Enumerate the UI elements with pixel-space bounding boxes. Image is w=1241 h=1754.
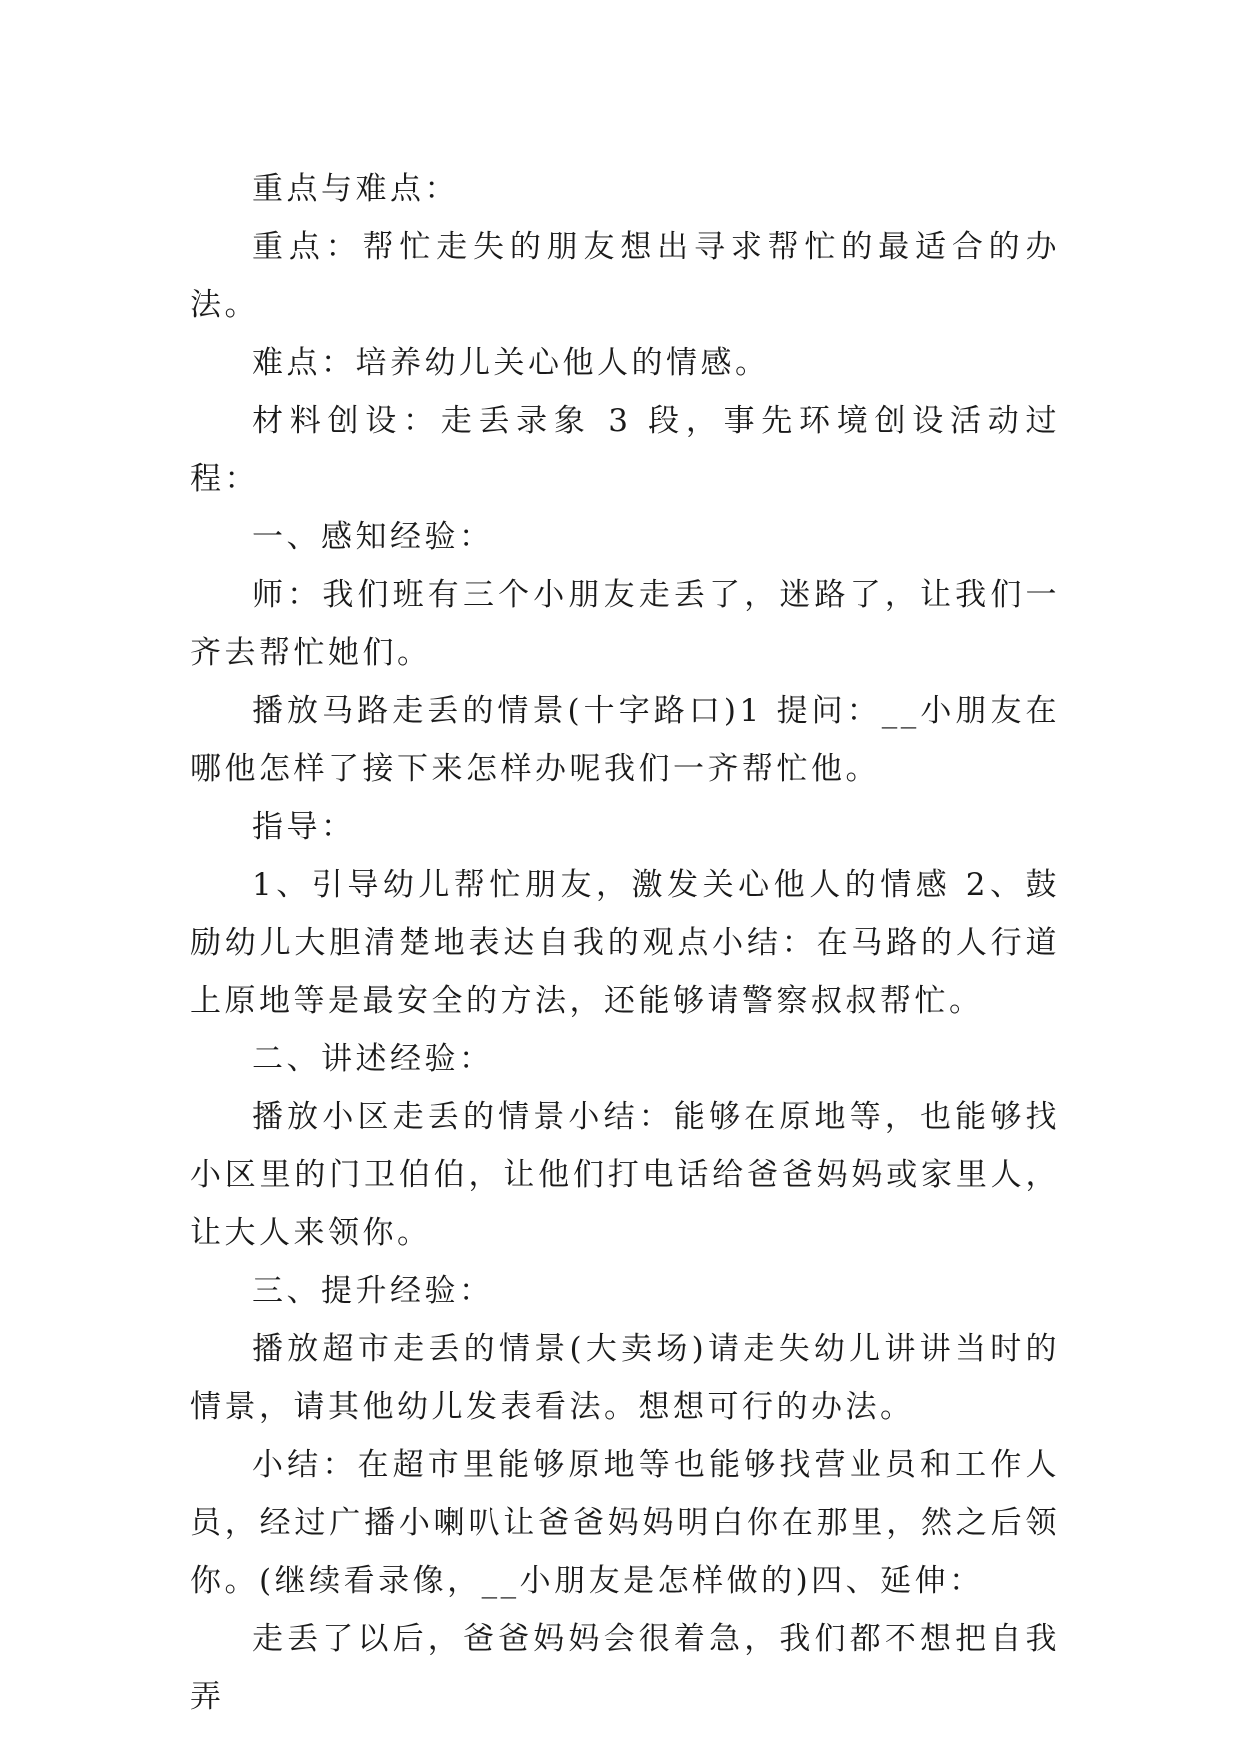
paragraph-supermarket-summary: 小结：在超市里能够原地等也能够找营业员和工作人员，经过广播小喇叭让爸爸妈妈明白你在那里，然之后领你。(继续看录像，__小朋友是怎样做的)四、延伸：	[190, 1447, 1060, 1599]
heading-section-two: 二、讲述经验：	[252, 1041, 494, 1077]
paragraph-teacher-intro: 师：我们班有三个小朋友走丢了，迷路了，让我们一齐去帮忙她们。	[190, 577, 1060, 671]
heading-guidance: 指导：	[252, 809, 356, 845]
paragraph-guidance-points: 1、引导幼儿帮忙朋友，激发关心他人的情感 2、鼓励幼儿大胆清楚地表达自我的观点小结：在马路的人行道上原地等是最安全的方法，还能够请警察叔叔帮忙。	[190, 867, 1060, 1019]
paragraph-extension: 走丢了以后，爸爸妈妈会很着急，我们都不想把自我弄	[190, 1621, 1060, 1715]
heading-section-one: 一、感知经验：	[252, 519, 494, 555]
paragraph-community-scene: 播放小区走丢的情景小结：能够在原地等，也能够找小区里的门卫伯伯，让他们打电话给爸爸妈妈或家里人，让大人来领你。	[190, 1099, 1060, 1251]
paragraph-materials: 材料创设：走丢录象 3 段，事先环境创设活动过程：	[190, 403, 1060, 497]
heading-key-points: 重点与难点：	[252, 171, 459, 207]
paragraph-difficulty: 难点：培养幼儿关心他人的情感。	[252, 345, 770, 381]
document-page	[190, 160, 1060, 1726]
heading-section-three: 三、提升经验：	[252, 1273, 494, 1309]
paragraph-road-scene: 播放马路走丢的情景(十字路口)1 提问：__小朋友在哪他怎样了接下来怎样办呢我们一齐帮忙他。	[190, 693, 1060, 787]
paragraph-focus: 重点：帮忙走失的朋友想出寻求帮忙的最适合的办法。	[190, 229, 1060, 323]
paragraph-supermarket-scene: 播放超市走丢的情景(大卖场)请走失幼儿讲讲当时的情景，请其他幼儿发表看法。想想可行的办法。	[190, 1331, 1060, 1425]
